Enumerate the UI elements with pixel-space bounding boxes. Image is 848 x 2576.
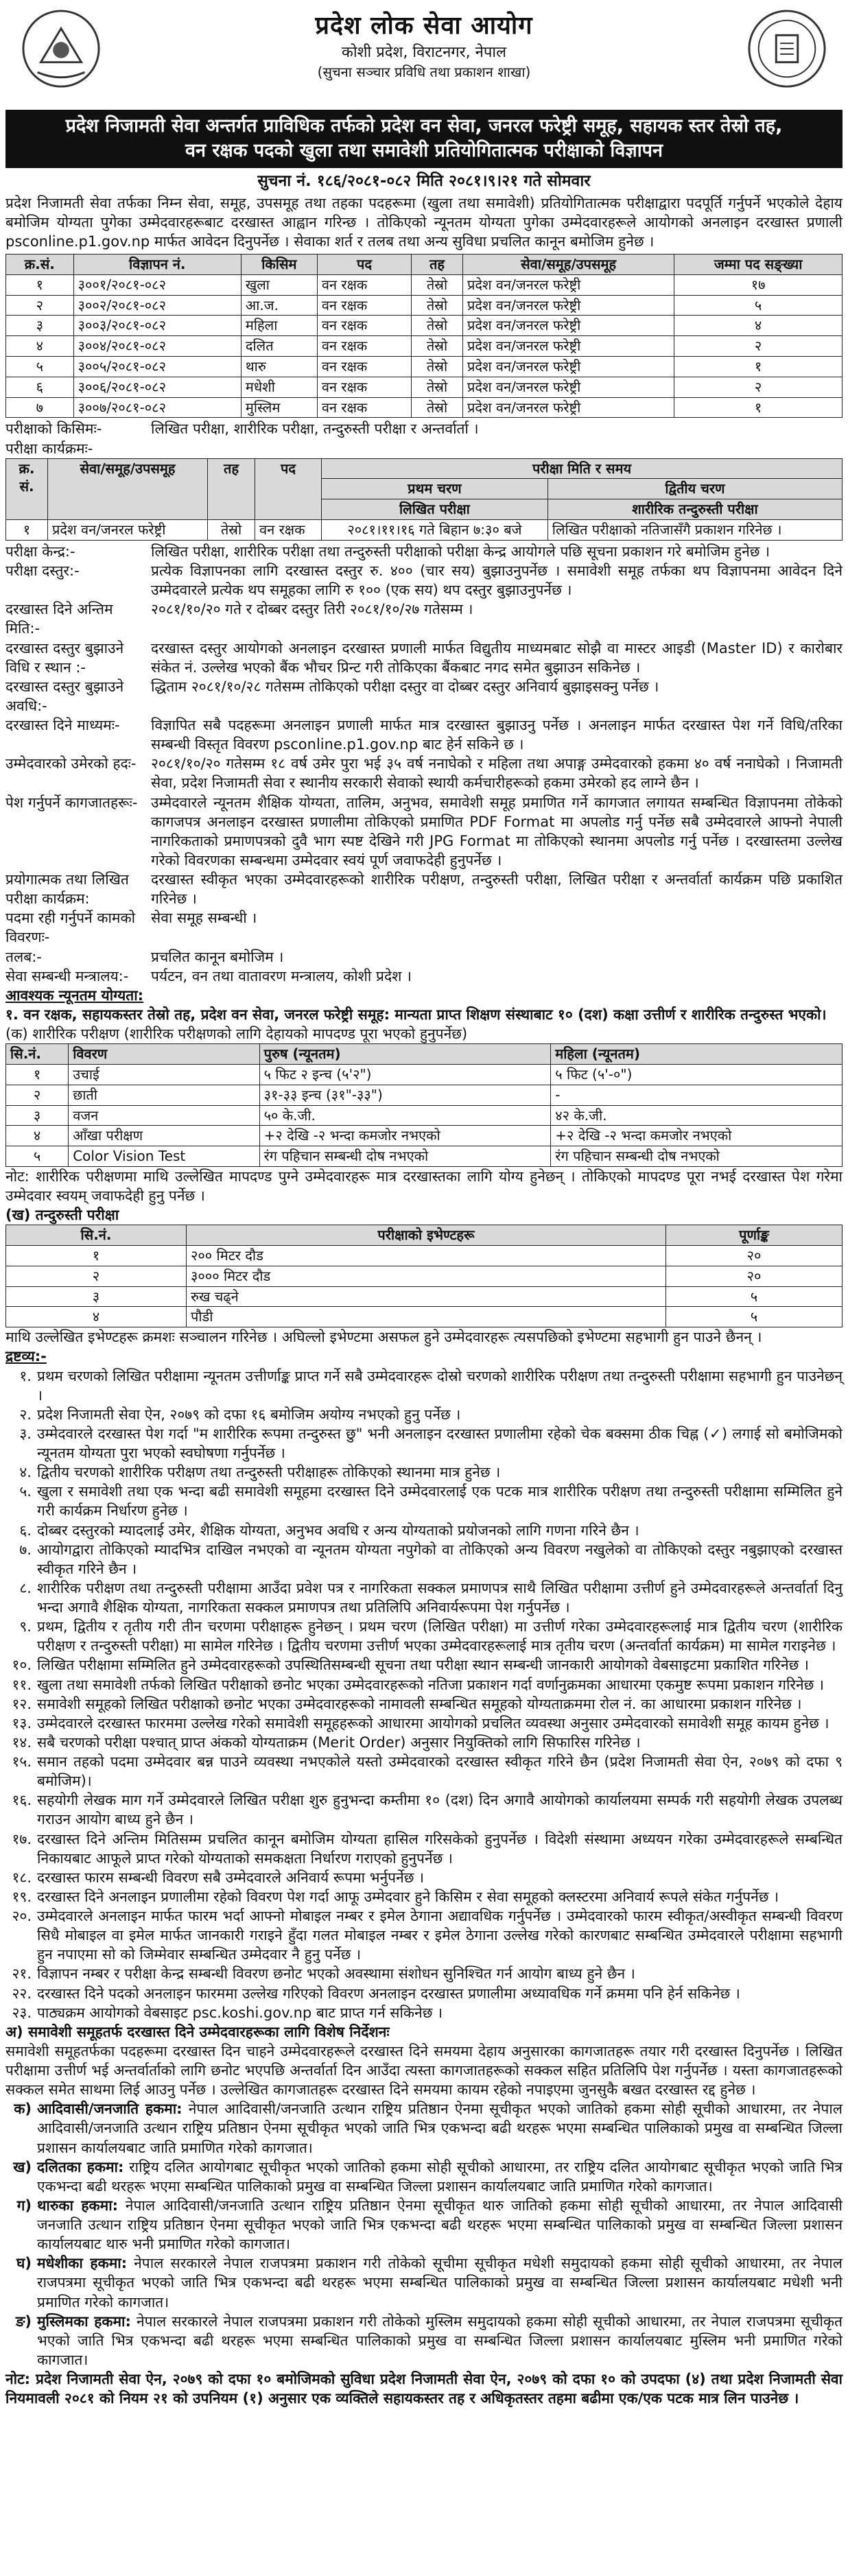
- schedule-table: [5, 458, 843, 541]
- table-row: [6, 377, 843, 397]
- table-cell: प्रदेश वन/जनरल फरेष्ट्री: [462, 357, 674, 377]
- inclusive-heading: अ) समावेशी समूहतर्फ दरखास्त दिने उम्मेदवारहरूका लागि विशेष निर्देशनः: [5, 2023, 390, 2040]
- list-item-text: शारीरिक परीक्षण तथा तन्दुरुस्ती परीक्षामा आउँदा प्रवेश पत्र र नागरिकता सक्कल प्रमाणपत्र साथै लिखित परीक्षामा उत्तीर्ण हुने उम्मेदवारहरूले अन्तर्वार्ता दिनु भन्दा अगावै शैक्षिक योग्यता, नागरिकता सक्कल प्रमाणपत्र तथा प्रतिलिपि अनिवार्यरूपमा पेश गर्नुपर्नेछ ।: [37, 1579, 843, 1616]
- list-item-text: समान तहको पदमा उम्मेदवार बन्न पाउने व्यवस्था नभएकोले यस्तो उम्मेदवारको दरखास्त स्वीकृत गरिने छैन (प्रदेश निजामती सेवा ऐन, २०७९ को दफा ९ बमोजिम)।: [37, 1753, 843, 1790]
- table-cell: २: [6, 1266, 187, 1286]
- list-item-number: १६.: [12, 1792, 32, 1809]
- posts-header-cell: किसिम: [241, 255, 317, 275]
- list-item-number: २२.: [12, 1985, 32, 2002]
- table-row: [6, 274, 843, 295]
- info-label: दरखास्त दिने अन्तिम मिति:-: [5, 601, 113, 637]
- list-item-text: पाठ्यक्रम आयोगको वेबसाइट psc.koshi.gov.np बाट प्राप्त गर्न सकिनेछ ।: [37, 2004, 443, 2021]
- inclusive-item-label: मधेशीका हकमा:: [37, 2255, 128, 2272]
- list-item-text: दरखास्त दिने पदको अनलाइन फारममा उल्लेख गरिएको विवरण अनलाइन दरखास्त प्रणालीमा अध्यावधिक गर्ने क्रममा पनि हेर्न सकिनेछ ।: [37, 1985, 740, 2002]
- inclusive-item-text: नेपाल सरकारले नेपाल राजपत्रमा प्रकाशन गरी तोकेको सूचीमा सूचीकृत मधेशी समुदायको हकमा सोही सूचीको आधारमा, तर नेपाल राजपत्रमा सूचीकृत भएको जाति भित्र एकभन्दा बढी थरहरू भएमा सम्बन्धित पालिकाको प्रमुख वा सम्बन्धित जिल्ला प्रशासन कार्यालयबाट मधेशी भनी प्रमाणित गरेको कागजात।: [37, 2255, 843, 2311]
- table-cell: ३००६/२०८१-०८२: [73, 377, 241, 397]
- inclusive-item-number: क): [14, 2101, 32, 2118]
- fitness-table: [5, 1225, 843, 1327]
- posts-header-cell: पद: [317, 255, 411, 275]
- table-cell: वजन: [69, 1105, 259, 1126]
- schedule-header-level: तह: [208, 458, 255, 519]
- table-row: [6, 295, 843, 316]
- info-value: विज्ञापित सबै पदहरूमा अनलाइन प्रणाली मार्फत मात्र दरखास्त बुझाउनु पर्नेछ । अनलाइन मार्फत दरखास्त पेश गर्ने विधि/तरिका सम्बन्धी विस्तृत विवरण psconline.p1.gov.np बाट हेर्न सकिने छ ।: [151, 717, 843, 753]
- table-cell: ३००० मिटर दौड: [187, 1266, 666, 1286]
- commission-seal-icon: [746, 8, 827, 89]
- table-cell: प्रदेश वन/जनरल फरेष्ट्री: [462, 397, 674, 418]
- info-label: पेश गर्नुपर्ने कागजातहरूः-: [5, 794, 138, 811]
- list-item-number: ७.: [19, 1541, 32, 1558]
- list-item-number: २.: [19, 1406, 32, 1423]
- notes-list: [5, 1367, 843, 2022]
- table-cell: ६: [6, 377, 74, 397]
- posts-header-cell: जम्मा पद सङ्ख्या: [674, 255, 843, 275]
- table-row: [6, 1266, 843, 1286]
- table-cell: २: [674, 336, 843, 357]
- list-item-number: १७.: [12, 1830, 32, 1847]
- info-value: दरखास्त स्वीकृत भएका उम्मेदवारहरूको शारीरिक परीक्षण, तन्दुरुस्ती परीक्षा, लिखित परीक्षा र अन्तर्वार्ता कार्यक्रम पछि प्रकाशित गरिनेछ ।: [151, 871, 843, 908]
- table-cell: थारु: [241, 357, 317, 377]
- table-cell: ५ फिट २ इन्च (५'२"): [259, 1064, 551, 1085]
- table-cell: तेस्रो: [412, 336, 463, 357]
- inclusive-item-body: [37, 2254, 843, 2311]
- schedule-header-physical: शारीरिक तन्दुरुस्ती परीक्षा: [547, 499, 842, 520]
- table-cell: वन रक्षक: [317, 295, 411, 316]
- info-value: दरखास्त दस्तुर आयोगको अनलाइन दरखास्त प्रणाली मार्फत विद्युतीय माध्यमबाट सोझै वा मास्टर आइडी (Master ID) र कारोबार संकेत नं. उल्लेख भएको बैंक भौचर प्रिन्ट गरी तोकिएका बैंकबाट नगद समेत बुझाउन सकिनेछ ।: [151, 639, 843, 676]
- list-item-text: विज्ञापन नम्बर र परीक्षा केन्द्र सम्बन्धी विवरण छनोट भएको अवस्थामा संशोधन सुनिश्चित गर्न आयोग बाध्य हुने छैन ।: [37, 1965, 635, 1983]
- info-row: [5, 639, 843, 677]
- fitness-header-cell: परीक्षाको इभेण्टहरू: [187, 1225, 666, 1246]
- table-row: [6, 1105, 843, 1126]
- masthead-text: [5, 10, 843, 82]
- info-label: तलब:-: [5, 948, 42, 965]
- list-item-text: सहयोगी लेखक माग गर्ने उम्मेदवारले लिखित परीक्षा शुरु हुनुभन्दा कम्तीमा १० (दश) दिन अगावै आयोगको कार्यालयमा सम्पर्क गरी सहयोगी लेखक उपलब्ध गराउन आयोग बाध्य हुने छैन ।: [37, 1792, 843, 1828]
- table-cell: १: [6, 274, 74, 295]
- exam-types-value: लिखित परीक्षा, शारीरिक परीक्षा, तन्दुरुस्ती परीक्षा र अन्तर्वार्ता ।: [151, 421, 479, 438]
- list-item-number: ४.: [19, 1464, 32, 1481]
- list-item: [5, 1675, 843, 1694]
- table-cell: २: [674, 377, 843, 397]
- list-item: [5, 1733, 843, 1752]
- schedule-cell: वन रक्षक: [255, 520, 322, 541]
- table-cell: दलित: [241, 336, 317, 357]
- list-item: [5, 1424, 843, 1463]
- list-item-number: १२.: [12, 1695, 32, 1712]
- table-cell: ५: [666, 1307, 843, 1327]
- qualification-text: १. वन रक्षक, सहायकस्तर तेस्रो तह, प्रदेश वन सेवा, जनरल फरेष्ट्री समूह: मान्यता प्राप्त शिक्षण संस्थाबाट १० (दश) कक्षा उत्तीर्ण र शारीरिक तन्दुरुस्त भएको।: [5, 1006, 827, 1023]
- schedule-header-post: पद: [255, 458, 322, 519]
- info-value: २०८१/१०/२० गते र दोब्बर दस्तुर तिरी २०८१/१०/२७ गतेसम्म ।: [151, 601, 473, 618]
- info-value: द्धिताम २०८१/१०/२८ गतेसम्म तोकिएको परीक्षा दस्तुर वा दोब्बर दस्तुर अनिवार्य बुझाइसक्नु पर्नेछ ।: [151, 678, 659, 695]
- posts-header-cell: क्र.सं.: [6, 255, 74, 275]
- list-item-text: दरखास्त दिने अनलाइन प्रणालीमा रहेको विवरण पेश गर्दा आफू उम्मेदवार हुने किसिम र सेवा समूहको क्लस्टरमा अनिवार्य रूपले संकेत गर्नुपर्नेछ ।: [37, 1888, 779, 1905]
- list-item-text: द्वितीय चरणको शारीरिक परीक्षण तथा तन्दुरुस्ती परीक्षाहरू तोकिएको स्थानमा मात्र हुनेछ ।: [37, 1464, 501, 1481]
- inclusive-item: [5, 2099, 843, 2157]
- table-cell: छाती: [69, 1085, 259, 1105]
- info-row: [5, 542, 843, 561]
- table-cell: ३१-३३ इन्च (३१"-३३"): [259, 1085, 551, 1105]
- list-item: [5, 1579, 843, 1617]
- table-cell: ४: [6, 336, 74, 357]
- info-list: [5, 542, 843, 986]
- table-cell: पौडी: [187, 1307, 666, 1327]
- list-item-text: खुला र समावेशी तथा एक भन्दा बढी समावेशी समूहमा दरखास्त दिने उम्मेदवारलाई एक पटक मात्र शारीरिक परीक्षण तथा तन्दुरुस्ती परीक्षामा सम्मिलित हुने गरी कार्यक्रम निर्धारण हुनेछ ।: [37, 1483, 843, 1520]
- list-item: [5, 1540, 843, 1579]
- info-row: [5, 716, 843, 754]
- list-item: [5, 1830, 843, 1868]
- info-row: [5, 754, 843, 792]
- table-cell: ३००७/२०८१-०८२: [73, 397, 241, 418]
- schedule-label: परीक्षा कार्यक्रमः-: [5, 440, 93, 457]
- table-cell: Color Vision Test: [69, 1146, 259, 1167]
- branch-name: (सुचना सञ्चार प्रविधि तथा प्रकाशन शाखा): [317, 63, 531, 80]
- table-cell: रंग पहिचान सम्बन्धी दोष नभएको: [551, 1146, 843, 1167]
- table-cell: प्रदेश वन/जनरल फरेष्ट्री: [462, 274, 674, 295]
- inclusive-item-text: नेपाल सरकारले नेपाल राजपत्रमा प्रकाशन गरी तोकेको मुस्लिम समुदायको हकमा सोही सूचीको आधारमा, तर नेपाल राजपत्रमा सूचीकृत भएको जाति भित्र एकभन्दा बढी थरहरू भएमा सम्बन्धित पालिकाको प्रमुख वा सम्बन्धित जिल्ला प्रशासन कार्यालयबाट मुस्लिम भनी प्रमाणित गरेको कागजात।: [37, 2313, 843, 2368]
- inclusive-item-number: ख): [13, 2158, 32, 2175]
- inclusive-item-body: [37, 2099, 843, 2157]
- notes-heading: द्रष्टव्य:-: [5, 1348, 47, 1365]
- table-cell: ४: [6, 1307, 187, 1327]
- posts-table: [5, 254, 843, 418]
- list-item-text: प्रदेश निजामती सेवा ऐन, २०७९ को दफा १६ बमोजिम अयोग्य नभएको हुनु पर्नेछ ।: [37, 1406, 461, 1423]
- info-row: [5, 793, 843, 871]
- advertisement-banner: [5, 110, 843, 168]
- info-label: पदमा रही गर्नुपर्ने कामको विवरणः-: [5, 910, 136, 946]
- table-cell: १: [6, 1246, 187, 1266]
- schedule-header-first: प्रथम चरण: [322, 479, 548, 499]
- table-cell: उचाई: [69, 1064, 259, 1085]
- schedule-header-second: द्वितीय चरण: [547, 479, 842, 499]
- table-cell: +२ देखि -२ भन्दा कमजोर नभएको: [551, 1126, 843, 1146]
- table-cell: वन रक्षक: [317, 274, 411, 295]
- list-item-number: १८.: [12, 1869, 32, 1886]
- physical-header-cell: सि.नं.: [6, 1044, 69, 1065]
- list-item: [5, 1405, 843, 1424]
- list-item-number: ३.: [19, 1425, 32, 1442]
- inclusive-item-body: [37, 2196, 843, 2254]
- list-item: [5, 1482, 843, 1520]
- list-item-number: ५.: [19, 1483, 32, 1500]
- table-cell: ४: [674, 316, 843, 336]
- table-cell: प्रदेश वन/जनरल फरेष्ट्री: [462, 295, 674, 316]
- schedule-cell: तेस्रो: [208, 520, 255, 541]
- info-label: दरखास्त दिने माध्यमः-: [5, 717, 120, 733]
- table-cell: २०: [666, 1266, 843, 1286]
- table-cell: ५: [6, 357, 74, 377]
- table-cell: प्रदेश वन/जनरल फरेष्ट्री: [462, 336, 674, 357]
- schedule-cell: लिखित परीक्षाको नतिजासँगै प्रकाशन गरिनेछ ।: [547, 520, 842, 541]
- list-item-number: ८.: [19, 1579, 32, 1596]
- list-item: [5, 1463, 843, 1482]
- inclusive-item: [5, 2254, 843, 2311]
- inclusive-list: [5, 2099, 843, 2370]
- info-value: उम्मेदवारले न्यूनतम शैक्षिक योग्यता, तालिम, अनुभव, समावेशी समूह प्रमाणित गर्ने कागजात लगायत सम्बन्धित विज्ञापनमा तोकेको कागजपत्र अनलाइन दरखास्त प्रणालीमा तोकिएको प्रमाणित PDF Format मा अपलोड गर्नु पर्नेछ सबै उम्मेदवारले आफ्नो नेपाली नागरिकताको प्रमाणपत्रको दुवै भाग स्पष्ट देखिने गरी JPG Format मा तोकिएको स्थानमा अपलोड गर्नु पर्नेछ । दरखास्तमा उल्लेख गरेको विवरणका सम्बन्धमा उम्मेदवार स्वयं पूर्ण जवाफदेही हुनुपर्नेछ ।: [151, 794, 843, 868]
- list-item-text: प्रथम चरणको लिखित परीक्षामा न्यूनतम उत्तीर्णाङ्क प्राप्त गर्ने सबै उम्मेदवारहरू दोस्रो चरणको शारीरिक परीक्षण तथा तन्दुरुस्ती परीक्षामा सहभागी हुन पाउनेछन् ।: [37, 1367, 843, 1404]
- inclusive-item: [5, 2312, 843, 2370]
- schedule-cell: १: [6, 520, 48, 541]
- list-item-text: आयोगद्वारा तोकिएको म्यादभित्र दाखिल नभएको वा न्यूनतम योग्यता नपुगेको वा तोकिएको अन्य विवरण नखुलेको वा तोकिएको दस्तुर नबुझाएको दरखास्त स्वीकृत गरिने छैन ।: [37, 1541, 843, 1577]
- inclusive-item-label: मुस्लिमका हकमा:: [37, 2313, 131, 2330]
- table-row: [6, 1064, 843, 1085]
- info-value: लिखित परीक्षा, शारीरिक परीक्षा तथा तन्दुरुस्ती परीक्षाको परीक्षा केन्द्र आयोगले पछि सूचना प्रकाशन गरे बमोजिम हुनेछ ।: [151, 543, 770, 560]
- table-cell: १: [6, 1064, 69, 1085]
- list-item-number: ६.: [19, 1522, 32, 1539]
- info-row: [5, 600, 843, 638]
- table-row: [6, 357, 843, 377]
- info-value: प्रत्येक विज्ञापनका लागि दरखास्त दस्तुर रु. ४०० (चार सय) बुझाउनुपर्नेछ । समावेशी समूह तर्फका थप विज्ञापनमा आवेदन दिने उम्मेदवारले प्रत्येक थप समूहका लागि रु १०० (एक सय) थप दस्तुर बुझाउनुपर्नेछ ।: [151, 563, 843, 599]
- info-row: [5, 561, 843, 600]
- table-row: [6, 1126, 843, 1146]
- physical-note: नोट: शारीरिक परीक्षणमा माथि उल्लेखित मापदण्ड पुग्ने उम्मेदवारहरू मात्र दरखास्तका लागि योग्य हुनेछन् । तोकिएको मापदण्ड पूरा नभई दरखास्त पेश गरेमा उम्मेदवार स्वयम् जवाफदेही हुनु पर्नेछ ।: [5, 1168, 843, 1205]
- info-value: पर्यटन, वन तथा वातावरण मन्त्रालय, कोशी प्रदेश ।: [151, 967, 412, 984]
- list-item: [5, 1714, 843, 1733]
- inclusive-item-label: दलितका हकमा:: [37, 2158, 124, 2175]
- table-cell: वन रक्षक: [317, 397, 411, 418]
- table-cell: १: [674, 357, 843, 377]
- list-item: [5, 1752, 843, 1791]
- table-cell: ५: [674, 295, 843, 316]
- table-cell: वन रक्षक: [317, 357, 411, 377]
- banner-line-1: प्रदेश निजामती सेवा अन्तर्गत प्राविधिक तर्फको प्रदेश वन सेवा, जनरल फरेष्ट्री समूह, सहायक स्तर तेस्रो तह,: [65, 115, 783, 137]
- list-item-number: २१.: [12, 1965, 32, 1983]
- list-item: [5, 1367, 843, 1405]
- exam-types: [5, 419, 843, 438]
- list-item: [5, 1655, 843, 1675]
- table-cell: ५: [6, 1146, 69, 1167]
- list-item-number: १०.: [12, 1657, 32, 1674]
- inclusive-item-text: नेपाल आदिवासी/जनजाति उत्थान राष्ट्रिय प्रतिष्ठान ऐनमा सूचीकृत भएको जातिको हकमा सोही सूचीको आधारमा, तर नेपाल आदिवासी/जनजाति उत्थान राष्ट्रिय प्रतिष्ठान ऐनमा सूचीकृत भएको जाति भित्र एकभन्दा बढी थरहरू भएमा सम्बन्धित पालिकाको प्रमुख वा सम्बन्धित जिल्ला प्रशासन कार्यालयबाट जाति प्रमाणित गरेको कागजात।: [37, 2101, 843, 2156]
- table-cell: ३००३/२०८१-०८२: [73, 316, 241, 336]
- list-item-text: दोब्बर दस्तुरको म्यादलाई उमेर, शैक्षिक योग्यता, अनुभव अवधि र अन्य योग्यताको प्रयोजनको लागि गणना गरिने छैन ।: [37, 1522, 639, 1539]
- table-cell: ५० के.जी.: [259, 1105, 551, 1126]
- list-item: [5, 1887, 843, 1906]
- list-item: [5, 2003, 843, 2022]
- organization-name: प्रदेश लोक सेवा आयोग: [315, 12, 533, 40]
- fitness-header-cell: सि.नं.: [6, 1225, 187, 1246]
- table-cell: तेस्रो: [412, 357, 463, 377]
- list-item: [5, 1694, 843, 1714]
- table-cell: तेस्रो: [412, 397, 463, 418]
- list-item: [5, 1964, 843, 1983]
- table-cell: खुला: [241, 274, 317, 295]
- list-item-text: लिखित परीक्षामा सम्मिलित हुने उम्मेदवारहरूको उपस्थितिसम्बन्धी सूचना तथा परीक्षा स्थान सम्बन्धी जानकारी आयोगको वेबसाइटमा प्रकाशित गरिनेछ ।: [37, 1657, 809, 1674]
- inclusive-item: [5, 2196, 843, 2254]
- physical-table: [5, 1043, 843, 1167]
- inclusive-item-number: ग): [16, 2197, 32, 2214]
- fitness-caption: (ख) तन्दुरुस्ती परीक्षा: [5, 1207, 119, 1224]
- table-cell: १७: [674, 274, 843, 295]
- table-cell: १: [674, 397, 843, 418]
- schedule-row: [6, 520, 843, 541]
- table-cell: तेस्रो: [412, 274, 463, 295]
- posts-header-cell: विज्ञापन नं.: [73, 255, 241, 275]
- table-row: [6, 316, 843, 336]
- inclusive-item-text: राष्ट्रिय दलित आयोगबाट सूचीकृत भएको जातिको हकमा सोही सूचीको आधारमा, तर राष्ट्रिय दलित आयोगबाट सूचीकृत भएको जाति भित्र एकभन्दा बढी थरहरू भएमा सम्बन्धित पालिकाको प्रमुख वा सम्बन्धित जिल्ला प्रशासन कार्यालयबाट जाति प्रमाणित गरेको कागजात।: [37, 2158, 843, 2195]
- table-row: [6, 1286, 843, 1307]
- table-cell: आँखा परीक्षण: [69, 1126, 259, 1146]
- table-cell: तेस्रो: [412, 377, 463, 397]
- banner-line-2: वन रक्षक पदको खुला तथा समावेशी प्रतियोगितात्मक परीक्षाको विज्ञापन: [185, 140, 663, 162]
- list-item: [5, 1791, 843, 1829]
- table-cell: ३००४/२०८१-०८२: [73, 336, 241, 357]
- list-item-number: २०.: [12, 1908, 32, 1925]
- table-cell: ७: [6, 397, 74, 418]
- list-item-text: उम्मेदवारले दरखास्त पेश गर्दा "म शारीरिक रूपमा तन्दुरुस्त छु" भनी अनलाइन दरखास्त प्रणालीमा रहेको चेक बक्समा ठीक चिह्न (✓) लगाई सो बमोजिमको न्यूनतम योग्यता पुरा भएको स्वघोषणा गर्नुपर्नेछ ।: [37, 1425, 843, 1462]
- inclusive-item-number: ङ): [16, 2313, 32, 2330]
- intro-paragraph: प्रदेश निजामती सेवा तर्फका निम्न सेवा, समूह, उपसमूह तथा तहका पदहरूमा (खुला तथा समावेशी) प्रतियोगितात्मक परीक्षाद्वारा पदपूर्ति गर्नुपर्ने भएकोले देहाय बमोजिम योग्यता पुगेका उम्मेदवारहरूबाट दरखास्त आह्वान गरिन्छ । तोकिएको न्यूनतम योग्यता पुगेका उम्मेदवारहरूले आयोगको अनलाइन दरखास्त प्रणाली psconline.p1.gov.np मार्फत आवेदन दिनुपर्नेछ । सेवाका शर्त र तलब तथा अन्य सुविधा प्रचलित कानून बमोजिम हुनेछ ।: [5, 194, 843, 250]
- masthead: [5, 5, 843, 108]
- notice-number: सुचना नं. १८६/२०८१-०८२ मिति २०८१।९।२१ गते सोमवार: [257, 172, 591, 190]
- schedule-header-sn: क्र. सं.: [6, 458, 48, 519]
- table-cell: प्रदेश वन/जनरल फरेष्ट्री: [462, 377, 674, 397]
- info-label: परीक्षा केन्द्र:-: [5, 543, 75, 560]
- list-item-text: समावेशी समूहको लिखित परीक्षाको छनोट भएका उम्मेदवारहरूको नामावली सम्बन्धित समूहको योग्यताक्रममा रोल नं. का आधारमा प्रकाशन गरिनेछ ।: [37, 1695, 802, 1712]
- physical-header-cell: विवरण: [69, 1044, 259, 1065]
- info-label: परीक्षा दस्तुर:-: [5, 563, 80, 579]
- physical-header-cell: पुरुष (न्यूनतम): [259, 1044, 551, 1065]
- list-item-text: उम्मेदवारले अनलाइन मार्फत फारम भर्दा आफ्नो मोबाइल नम्बर र इमेल ठेगाना अद्यावधिक गर्नुपर्नेछ । उम्मेदवारको फारम स्वीकृत/अस्वीकृत सम्बन्धी विवरण सिधै मोबाइल वा इमेल मार्फत जानकारी गराइने हुँदा गलत मोबाइल नम्बर र इमेल ठेगाना उल्लेख गरेको कारणबाट सम्बन्धित उम्मेदवारले परीक्षामा सहभागी हुन नपाएमा सो को जिम्मेवार सम्बन्धित उम्मेदवार नै हुनु पर्नेछ ।: [37, 1908, 843, 1963]
- info-label: उम्मेदवारको उमेरको हदः-: [5, 755, 137, 772]
- list-item-number: १९.: [12, 1888, 32, 1905]
- schedule-cell: २०८१।११।१६ गते बिहान ७:३० बजे: [322, 520, 548, 541]
- table-row: [6, 1085, 843, 1105]
- table-row: [6, 397, 843, 418]
- table-cell: ३००२/२०८१-०८२: [73, 295, 241, 316]
- table-cell: तेस्रो: [412, 316, 463, 336]
- qualification-heading: आवश्यक न्यूनतम योग्यता:: [5, 986, 144, 1004]
- table-cell: ३००५/२०८१-०८२: [73, 357, 241, 377]
- table-cell: तेस्रो: [412, 295, 463, 316]
- info-row: [5, 947, 843, 967]
- table-row: [6, 336, 843, 357]
- list-item-number: १.: [19, 1367, 32, 1384]
- fitness-note: माथि उल्लेखित इभेण्टहरू क्रमशः सञ्चालन गरिनेछ । अघिल्लो इभेण्टमा असफल हुने उम्मेदवारहरू त्यसपछिको इभेण्टमा सहभागी हुन पाउने छैनन् ।: [5, 1329, 762, 1346]
- table-cell: ५: [666, 1286, 843, 1307]
- list-item-text: दरखास्त दिने अन्तिम मितिसम्म प्रचलित कानून बमोजिम योग्यता हासिल गरिसकेको हुनुपर्नेछ । विदेशी संस्थामा अध्ययन गरेका उम्मेदवारहरूले सम्बन्धित निकायबाट आफूले प्राप्त गरेको योग्यताको समकक्षता निर्धारण गराएको हुनुपर्नेछ ।: [37, 1830, 843, 1867]
- list-item: [5, 1906, 843, 1964]
- inclusive-item-label: थारुका हकमा:: [37, 2197, 119, 2214]
- info-label: दरखास्त दस्तुर बुझाउने अवधि:-: [5, 678, 124, 714]
- list-item-text: सबै चरणको परीक्षा पश्चात् प्राप्त अंकको योग्यताक्रम (Merit Order) अनुसार नियुक्तिको लागि सिफारिस गरिनेछ ।: [37, 1734, 641, 1751]
- list-item: [5, 1984, 843, 2003]
- table-cell: मुस्लिम: [241, 397, 317, 418]
- table-cell: ३००१/२०८१-०८२: [73, 274, 241, 295]
- exam-types-label: परीक्षाको किसिमः-: [5, 421, 102, 438]
- list-item-text: उम्मेदवारले दरखास्त फारममा उल्लेख गरेको समावेशी समूहहरूको आधारमा आयोगको प्रचलित व्यवस्था अनुसार उम्मेदवारको समावेशी समूह कायम हुनेछ ।: [37, 1714, 829, 1732]
- posts-header-cell: तह: [412, 255, 463, 275]
- info-row: [5, 677, 843, 716]
- table-cell: -: [551, 1085, 843, 1105]
- info-label: प्रयोगात्मक तथा लिखित परीक्षा कार्यक्रम:: [5, 871, 129, 908]
- table-cell: २: [6, 295, 74, 316]
- table-row: [6, 1146, 843, 1167]
- table-cell: ३: [6, 1286, 187, 1307]
- inclusive-item-label: आदिवासी/जनजाति हकमा:: [37, 2101, 182, 2118]
- info-label: दरखास्त दस्तुर बुझाउने विधि र स्थान :-: [5, 639, 124, 676]
- inclusive-item-number: घ): [16, 2255, 32, 2272]
- physical-header-cell: महिला (न्यूनतम): [551, 1044, 843, 1065]
- schedule-cell: प्रदेश वन/जनरल फरेष्ट्री: [48, 520, 208, 541]
- list-item-number: १५.: [12, 1753, 32, 1771]
- list-item-number: ९.: [19, 1618, 32, 1635]
- list-item-number: २३.: [12, 2004, 32, 2021]
- table-cell: प्रदेश वन/जनरल फरेष्ट्री: [462, 316, 674, 336]
- inclusive-item-body: [37, 2158, 843, 2196]
- table-cell: +२ देखि -२ भन्दा कमजोर नभएको: [259, 1126, 551, 1146]
- table-cell: वन रक्षक: [317, 316, 411, 336]
- info-row: [5, 870, 843, 908]
- physical-caption: (क) शारीरिक परीक्षण (शारीरिक परीक्षणको लागि देहायको मापदण्ड पूरा भएको हुनुपर्नेछ): [5, 1026, 468, 1042]
- list-item-number: १४.: [12, 1734, 32, 1751]
- info-value: २०८१/१०/२० गतेसम्म १८ वर्ष उमेर पुरा भई ३५ वर्ष ननाघेको र महिला तथा अपाङ्ग उम्मेदवारको हकमा ४० वर्ष ननाघेको । निजामती सेवा, प्रदेश निजामती सेवा र स्थानीय सरकारी सेवाको स्थायी कर्मचारीहरूको हकमा उमेरको हद लाग्ने छैन ।: [151, 755, 843, 792]
- final-note: नोट: प्रदेश निजामती सेवा ऐन, २०७९ को दफा १० बमोजिमको सुविधा प्रदेश निजामती सेवा ऐन, २०७९ को दफा १० को उपदफा (४) तथा प्रदेश निजामती सेवा नियमावली २०८१ को नियम २१ को उपनियम (१) अनुसार एक व्यक्तिले सहायकस्तर तह र अधिकृतस्तर तहमा बढीमा एक/एक पटक मात्र लिन पाउनेछ ।: [5, 2371, 843, 2407]
- list-item-text: खुला तथा समावेशी तर्फको लिखित परीक्षाको छनोट भएका उम्मेदवारहरूको नतिजा प्रकाशन गर्दा वर्णानुक्रमका आधारमा एकमुष्ट रूपमा प्रकाशन गरिनेछ ।: [37, 1676, 825, 1693]
- table-cell: ४२ के.जी.: [551, 1105, 843, 1126]
- schedule-header-written: लिखित परीक्षा: [322, 499, 548, 520]
- table-row: [6, 1246, 843, 1266]
- table-cell: ३: [6, 1105, 69, 1126]
- table-cell: वन रक्षक: [317, 377, 411, 397]
- fitness-header-cell: पूर्णाङ्क: [666, 1225, 843, 1246]
- table-cell: २०: [666, 1246, 843, 1266]
- list-item-number: १३.: [12, 1714, 32, 1732]
- info-row: [5, 967, 843, 986]
- table-cell: २: [6, 1085, 69, 1105]
- list-item-number: ११.: [12, 1676, 32, 1693]
- table-cell: रंग पहिचान सम्बन्धी दोष नभएको: [259, 1146, 551, 1167]
- list-item: [5, 1617, 843, 1655]
- schedule-header-service: सेवा/समूह/उपसमूह: [48, 458, 208, 519]
- table-cell: वन रक्षक: [317, 336, 411, 357]
- list-item-text: दरखास्त फारम सम्बन्धी विवरण सबै उम्मेदवारले अनिवार्य रूपमा भर्नुपर्नेछ ।: [37, 1869, 425, 1886]
- posts-header-cell: सेवा/समूह/उपसमूह: [462, 255, 674, 275]
- info-value: सेवा समूह सम्बन्धी ।: [151, 910, 257, 927]
- organization-location: कोशी प्रदेश, विराटनगर, नेपाल: [341, 44, 506, 62]
- schedule-header-dates: परीक्षा मिति र समय: [322, 458, 843, 479]
- info-label: सेवा सम्बन्धी मन्त्रालय:-: [5, 967, 129, 984]
- inclusive-item-text: नेपाल आदिवासी/जनजाति उत्थान राष्ट्रिय प्रतिष्ठान ऐनमा सूचीकृत थारु जातिको हकमा सोही सूचीको आधारमा, तर नेपाल आदिवासी जनजाति उत्थान राष्ट्रिय प्रतिष्ठान ऐनमा सूचीकृत भएको जाति भित्र एकभन्दा बढी थरहरू भएमा सम्बन्धित पालिकाको प्रमुख वा सम्बन्धित जिल्ला प्रशासन कार्यालयबाट थारु भनी प्रमाणित गरेको कागजात।: [37, 2197, 843, 2253]
- inclusive-item: [5, 2158, 843, 2196]
- info-value: प्रचलित कानून बमोजिम ।: [151, 948, 284, 965]
- table-cell: आ.ज.: [241, 295, 317, 316]
- table-cell: रुख चढ्ने: [187, 1286, 666, 1307]
- list-item: [5, 1521, 843, 1540]
- info-row: [5, 908, 843, 947]
- table-cell: ४: [6, 1126, 69, 1146]
- table-cell: २०० मिटर दौड: [187, 1246, 666, 1266]
- table-cell: मधेशी: [241, 377, 317, 397]
- table-cell: ५ फिट (५'-०"): [551, 1064, 843, 1085]
- list-item: [5, 1868, 843, 1887]
- list-item-text: प्रथम, द्वितीय र तृतीय गरी तीन चरणमा परीक्षाहरू हुनेछन् । प्रथम चरण (लिखित परीक्षा) मा उत्तीर्ण गरेका उम्मेदवारहरूलाई मात्र द्वितीय चरण (शारीरिक परीक्षण र तन्दुरुस्ती परीक्षा) मा सामेल गरिनेछ । द्वितीय चरणमा उत्तीर्ण भएका उम्मेदवारहरूलाई मात्र तृतीय चरण (अन्तर्वार्ता कार्यक्रम) मा सामेल गराइनेछ ।: [37, 1618, 843, 1655]
- table-row: [6, 1307, 843, 1327]
- inclusive-item-body: [37, 2312, 843, 2370]
- inclusive-intro: समावेशी समूहतर्फका पदहरूमा दरखास्त दिन चाहने उम्मेदवारहरूले दरखास्त दिने समयमा देहाय अनुसारका कागजातहरू तयार गरी दरखास्त दिनुपर्नेछ । लिखित परीक्षामा उत्तीर्ण भई अन्तर्वार्ताको लागि छनोट भएपछि अन्तर्वार्ता दिन आउँदा त्यस्ता कागजातहरूको सक्कल सहित प्रतिलिपि पेश गर्नुपर्नेछ । यस्ता कागजातहरूको सक्कल समेत साथमा लिई आउनु पर्नेछ । उल्लेखित कागजातहरू दरखास्त दिने समयमा कायम रहेको नपाइएमा जुनसुकै बखत दरखास्त रद्द हुनेछ ।: [5, 2042, 843, 2099]
- table-cell: ३: [6, 316, 74, 336]
- table-cell: महिला: [241, 316, 317, 336]
